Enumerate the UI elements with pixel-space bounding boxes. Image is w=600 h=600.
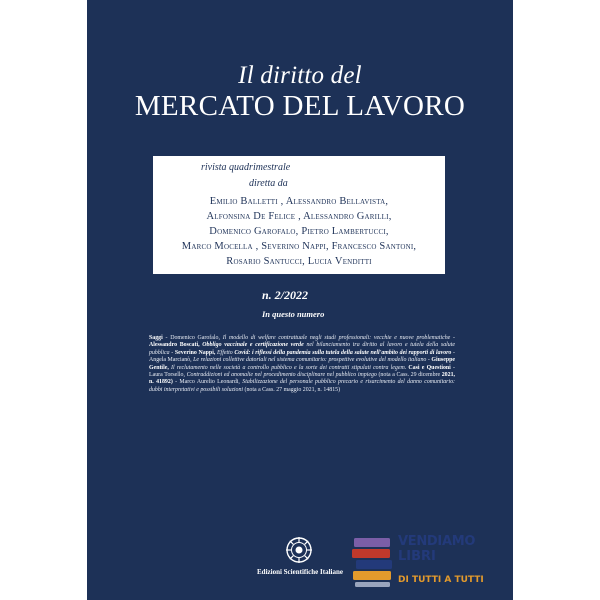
contents-run: Casi e Questioni <box>408 364 451 371</box>
contents-run: - Laura Torsello, <box>149 364 455 379</box>
in-this-issue-label: In questo numero <box>262 309 325 319</box>
contents-run: Il reclutamento nelle società a controllo pubblico e la sorte dei contratti stipulati contra legem <box>171 364 405 371</box>
editors-line-4: Marco Mocella , Severino Nappi, Francesco Santoni, <box>181 241 417 252</box>
contents-run: Effetto <box>216 349 235 356</box>
contents-run: Obbligo vaccinale e certificazione verde <box>202 342 304 349</box>
contents-run: - Domenico Garofalo, <box>162 335 223 341</box>
contents-run: - Marco Aurelio Leonardi, <box>172 379 243 386</box>
journal-subtitle: rivista quadrimestrale <box>201 162 291 173</box>
editors-line-5: Rosario Santucci, Lucia Venditti <box>226 256 372 267</box>
contents-run: nel bilanciamento tra diritto al lavoro e tutela della salute pubblica <box>149 342 455 356</box>
journal-title-line2: MERCATO DEL LAVORO <box>134 90 466 122</box>
editors-line-3: Domenico Garofalo, Pietro Lambertucci, <box>209 226 389 237</box>
editors-line-1: Emilio Balletti , Alessandro Bellavista, <box>209 196 389 207</box>
contents-run: - Angela Marcianò, <box>149 349 455 364</box>
book-cover <box>87 0 513 600</box>
watermark-line2: LIBRI <box>398 549 436 564</box>
contents-run: Giuseppe Gentile, <box>149 357 455 371</box>
journal-title-line1: Il diritto del <box>238 62 362 89</box>
contents-run: Il modello di welfare contrattuale negli studi professionali: vecchie e nuove problematiche <box>222 335 451 341</box>
table-of-contents <box>149 335 455 394</box>
contents-run: . <box>404 364 409 371</box>
publisher-emblem-icon <box>285 536 313 564</box>
editors-line-2: Alfonsina De Felice , Alessandro Garilli, <box>206 211 392 222</box>
issue-number: n. 2/2022 <box>262 288 309 302</box>
contents-run: 2021, n. 41892) <box>149 372 455 386</box>
contents-run: (nota a Cass. 27 maggio 2021, n. 14815) <box>243 386 341 393</box>
contents-run: Alessandro Boscati, <box>149 342 203 349</box>
contents-run: - <box>426 357 432 364</box>
contents-run: - <box>450 335 455 341</box>
vendiamo-libri-watermark <box>352 532 492 592</box>
editors-box <box>153 156 445 274</box>
watermark-line1: VENDIAMO <box>398 534 476 549</box>
contents-run: Contraddizioni ed anomalie nel procedimento disciplinare nel pubblico impiego <box>186 372 377 379</box>
contents-run: Le relazioni collettive datoriali nel sistema comunitario: prospettive evolutive del modello italiano <box>193 357 427 364</box>
contents-run: (nota a Cass. 29 dicembre <box>376 372 442 379</box>
watermark-line3: DI TUTTI A TUTTI <box>398 575 484 585</box>
contents-run: Stabilizzazione del personale pubblico precario e risarcimento del danno comunitario: dubbi interpretativi e possibili soluzioni <box>149 379 455 393</box>
directed-by-label: diretta da <box>249 178 288 189</box>
contents-run: Covid: i riflessi della pandemia sulla tutela della salute nell'ambito dei rapporti di lavoro <box>234 349 452 356</box>
contents-run: Saggi <box>149 335 163 341</box>
stacked-books-icon <box>352 536 394 588</box>
contents-run: - <box>169 349 175 356</box>
publisher-name: Edizioni Scientifiche Italiane <box>257 568 343 576</box>
contents-run: Severino Nappi, <box>174 349 217 356</box>
